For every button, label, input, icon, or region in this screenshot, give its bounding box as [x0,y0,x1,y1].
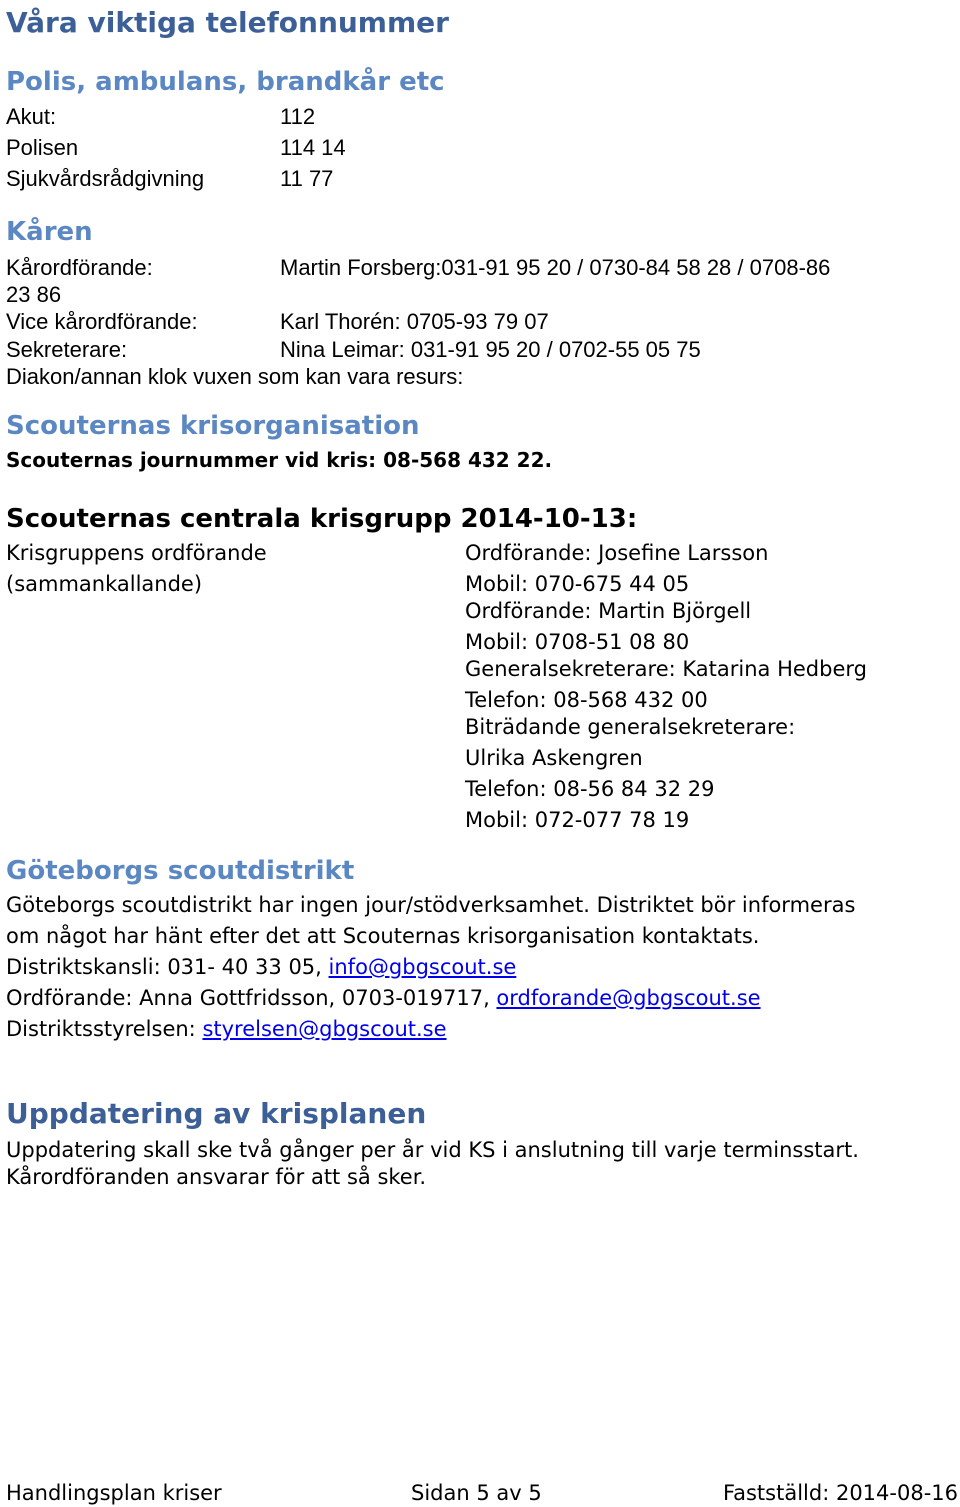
emergency-value-akut: 112 [280,104,316,129]
emergency-label-akut: Akut: [6,104,57,129]
krisgrupp-right-line: Telefon: 08-56 84 32 29 [465,777,715,801]
ordforande-email-link[interactable]: ordforande@gbgscout.se [496,986,761,1010]
karen-sekreterare-value: Nina Leimar: 031-91 95 20 / 0702-55 05 75 [280,337,701,362]
page-title: Våra viktiga telefonnummer [6,6,449,39]
footer-right: Fastställd: 2014-08-16 [722,1481,958,1505]
krisgrupp-right-line: Mobil: 070-675 44 05 [465,572,690,596]
ordforande-text: Ordförande: Anna Gottfridsson, 0703-019717, [6,986,497,1010]
uppdatering-line1: Uppdatering skall ske två gånger per år vid KS i anslutning till varje terminsstart. [6,1138,859,1162]
styrelsen-text: Distriktsstyrelsen: [6,1017,203,1041]
goteborg-para-line1: Göteborgs scoutdistrikt har ingen jour/stödverksamhet. Distriktet bör informeras [6,893,856,917]
karen-ordforande-label: Kårordförande: [6,255,153,280]
karen-vice-label: Vice kårordförande: [6,309,198,334]
emergency-value-polisen: 114 14 [280,135,346,160]
footer-left: Handlingsplan kriser [6,1481,222,1505]
krisgrupp-left-line1: Krisgruppens ordförande [6,541,267,565]
kansli-text: Distriktskansli: 031- 40 33 05, [6,955,329,979]
uppdatering-line2: Kårordföranden ansvarar för att så sker. [6,1165,427,1189]
karen-sekreterare-label: Sekreterare: [6,337,128,362]
krisgrupp-right-line: Mobil: 072-077 78 19 [465,808,690,832]
emergency-value-sjukvard: 11 77 [280,166,334,191]
karen-diakon-label: Diakon/annan klok vuxen som kan vara resurs: [6,364,464,389]
karen-ordforande-value-cont: 23 86 [6,282,62,307]
goteborg-kansli-line [6,957,516,978]
emergency-label-sjukvard: Sjukvårdsrådgivning [6,166,205,191]
goteborg-para-line2: om något har hänt efter det att Scouternas krisorganisation kontaktats. [6,924,760,948]
footer-center: Sidan 5 av 5 [411,1481,542,1505]
krisgrupp-right-line: Ordförande: Martin Björgell [465,599,752,623]
styrelsen-email-link[interactable]: styrelsen@gbgscout.se [202,1017,447,1041]
krisorganisation-heading: Scouternas krisorganisation [6,411,420,441]
emergency-label-polisen: Polisen [6,135,79,160]
krisgrupp-right-line: Mobil: 0708-51 08 80 [465,630,690,654]
krisgrupp-heading: Scouternas centrala krisgrupp 2014-10-13: [6,504,638,534]
uppdatering-heading: Uppdatering av krisplanen [6,1097,427,1130]
krisgrupp-right-line: Ulrika Askengren [465,746,643,770]
journummer-text: Scouternas journummer vid kris: 08-568 432 22. [6,448,553,472]
goteborg-heading: Göteborgs scoutdistrikt [6,856,355,886]
kansli-email-link[interactable]: info@gbgscout.se [328,955,517,979]
krisgrupp-left-line2: (sammankallande) [6,572,203,596]
karen-ordforande-value: Martin Forsberg:031-91 95 20 / 0730-84 58 28 / 0708-86 [280,255,831,280]
goteborg-ordforande-line [6,988,761,1009]
krisgrupp-right-line: Generalsekreterare: Katarina Hedberg [465,657,867,681]
karen-vice-value: Karl Thorén: 0705-93 79 07 [280,309,549,334]
krisgrupp-right-line: Telefon: 08-568 432 00 [465,688,708,712]
goteborg-styrelsen-line [6,1019,447,1040]
krisgrupp-right-line: Biträdande generalsekreterare: [465,715,796,739]
krisgrupp-right-line: Ordförande: Josefine Larsson [465,541,769,565]
karen-heading: Kåren [6,217,93,247]
emergency-heading: Polis, ambulans, brandkår etc [6,67,445,97]
